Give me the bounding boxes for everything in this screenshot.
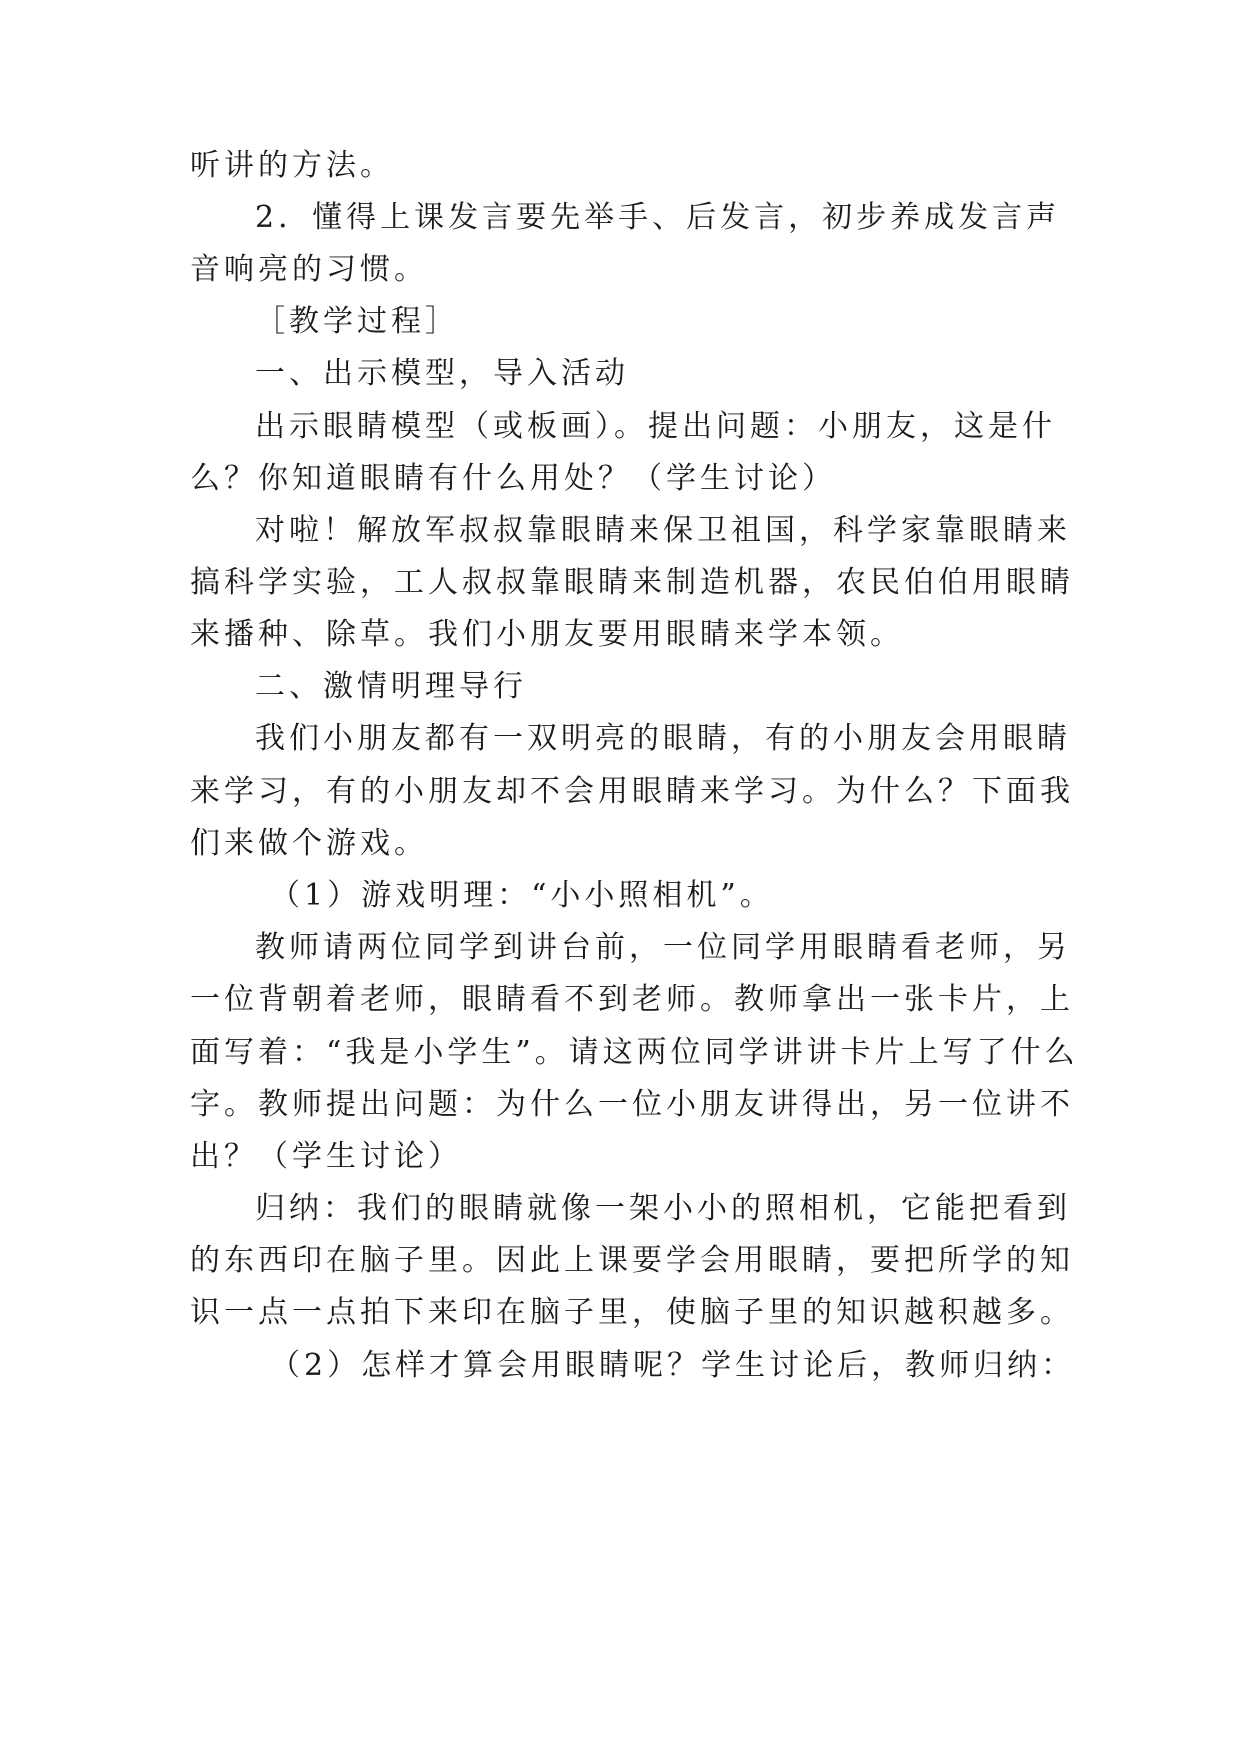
section-heading: ［教学过程］ <box>255 304 459 339</box>
paragraph-line: 对啦！解放军叔叔靠眼睛来保卫祖国，科学家靠眼睛来 <box>255 513 1071 548</box>
paragraph-line: 来播种、除草。我们小朋友要用眼睛来学本领。 <box>190 617 904 652</box>
paragraph-line: 听讲的方法。 <box>190 148 394 183</box>
paragraph-line: 教师请两位同学到讲台前，一位同学用眼睛看老师，另 <box>255 930 1071 965</box>
paragraph-line: 2．懂得上课发言要先举手、后发言，初步养成发言声 <box>255 200 1061 235</box>
paragraph-line: 来学习，有的小朋友却不会用眼睛来学习。为什么？下面我 <box>190 774 1074 809</box>
paragraph-line: 归纳：我们的眼睛就像一架小小的照相机，它能把看到 <box>255 1191 1071 1226</box>
subsection-heading: （1）游戏明理：“小小照相机”。 <box>270 878 774 913</box>
paragraph-line: 我们小朋友都有一双明亮的眼睛，有的小朋友会用眼睛 <box>255 721 1071 756</box>
paragraph-line: 们来做个游戏。 <box>190 826 428 861</box>
paragraph-line: 的东西印在脑子里。因此上课要学会用眼睛，要把所学的知 <box>190 1243 1074 1278</box>
paragraph-line: 出示眼睛模型（或板画）。提出问题：小朋友，这是什 <box>255 409 1056 444</box>
paragraph-line: 面写着：“我是小学生”。请这两位同学讲讲卡片上写了什么 <box>190 1035 1079 1070</box>
paragraph-line: 字。教师提出问题：为什么一位小朋友讲得出，另一位讲不 <box>190 1087 1074 1122</box>
paragraph-line: 识一点一点拍下来印在脑子里，使脑子里的知识越积越多。 <box>190 1295 1074 1330</box>
paragraph-line: 音响亮的习惯。 <box>190 252 428 287</box>
section-heading: 二、激情明理导行 <box>255 669 527 704</box>
paragraph-line: 一位背朝着老师，眼睛看不到老师。教师拿出一张卡片，上 <box>190 982 1074 1017</box>
paragraph-line: 搞科学实验，工人叔叔靠眼睛来制造机器，农民伯伯用眼睛 <box>190 565 1074 600</box>
subsection-heading: （2）怎样才算会用眼睛呢？学生讨论后，教师归纳： <box>270 1348 1076 1383</box>
paragraph-line: 出？（学生讨论） <box>190 1139 462 1174</box>
section-heading: 一、出示模型，导入活动 <box>255 356 629 391</box>
paragraph-line: 么？你知道眼睛有什么用处？（学生讨论） <box>190 461 836 496</box>
